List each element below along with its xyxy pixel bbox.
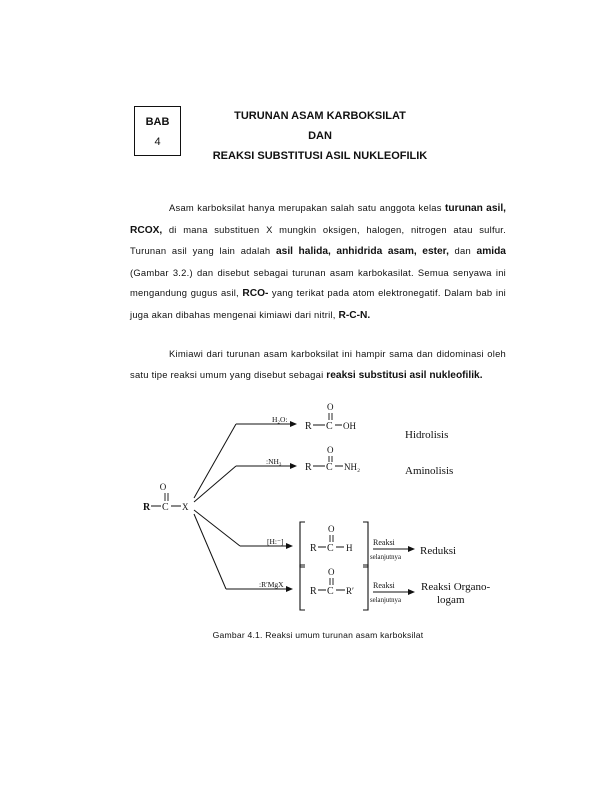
svg-text:C: C: [326, 462, 333, 473]
figure-caption: Gambar 4.1. Reaksi umum turunan asam karboksilat: [212, 630, 424, 640]
arrow-reduction: [194, 510, 240, 546]
svg-text:O: O: [328, 567, 335, 577]
term-amida: amida: [476, 246, 506, 257]
svg-text:O: O: [327, 402, 334, 412]
svg-text:R: R: [310, 543, 317, 554]
text-run: di mana substituen X mungkin oksigen, halogen, nitrogen atau sulfur. Turunan asil yang lain adalah: [130, 223, 506, 256]
svg-text:X: X: [182, 502, 189, 512]
arrow-organometal: [194, 514, 226, 589]
title-line-1: TURUNAN ASAM KARBOKSILAT: [234, 110, 406, 122]
label-reduksi: Reduksi: [420, 545, 457, 557]
label-organometal-1: Reaksi Organo-: [421, 581, 491, 593]
chapter-number: 4: [154, 136, 161, 148]
svg-text:C: C: [326, 421, 333, 432]
label-hidrolisis: Hidrolisis: [405, 429, 449, 441]
further-reaction-organometal: [370, 581, 414, 604]
text-run: dan: [448, 245, 477, 256]
reagent-grignard: :R′MgX: [259, 580, 284, 589]
svg-text:O: O: [159, 482, 167, 492]
svg-text:H: H: [346, 543, 353, 553]
svg-text:C: C: [162, 502, 169, 513]
further-reaction-reduction: [370, 538, 414, 561]
arrow-aminolysis: [194, 466, 236, 502]
title-line-2: DAN: [308, 130, 332, 142]
svg-text:O: O: [328, 524, 335, 534]
text-run: (Gambar 3.2.) dan disebut sebagai turunan asam karbokasilat. Semua senyawa ini mengandung gugus asil,: [130, 266, 506, 298]
product-amide: [305, 445, 360, 473]
label-aminolisis: Aminolisis: [405, 465, 454, 477]
term-nitrile: R-C-N.: [338, 309, 371, 321]
term-rco: RCO-: [242, 288, 269, 299]
text-run: Asam karboksilat hanya merupakan salah satu anggota kelas: [169, 202, 445, 213]
product-acid: [305, 402, 356, 432]
bracket-aldehyde: [300, 522, 368, 567]
svg-text:NH₂: NH₂: [344, 462, 361, 472]
svg-text:R: R: [310, 586, 317, 597]
term-derivatives: asil halida, anhidrida asam, ester,: [275, 246, 449, 257]
label-organometal-2: logam: [437, 594, 465, 606]
svg-text:selanjutnya: selanjutnya: [370, 597, 401, 604]
chapter-label: BAB: [145, 116, 170, 128]
svg-text:Reaksi: Reaksi: [373, 581, 395, 590]
svg-text:R: R: [305, 421, 312, 432]
svg-text:O: O: [327, 445, 334, 455]
term-rcox: turunan asil, RCOX,: [130, 203, 506, 236]
bracket-ketone: [300, 565, 368, 610]
svg-text:R′: R′: [346, 586, 354, 596]
reagent-hydride: [H:⁻]: [267, 537, 284, 546]
arrow-hydrolysis: [194, 424, 236, 498]
svg-text:C: C: [327, 543, 334, 554]
svg-text:R: R: [143, 502, 151, 513]
svg-text:R: R: [305, 462, 312, 473]
term-substitution: reaksi substitusi asil nukleofilik.: [326, 369, 483, 381]
svg-text:Reaksi: Reaksi: [373, 538, 395, 547]
reagent-ammonia: :NH₃: [266, 457, 282, 466]
svg-text:selanjutnya: selanjutnya: [370, 554, 401, 561]
reagent-water: H₂O:: [272, 415, 288, 424]
text-run: Kimiawi dari turunan asam karboksilat ini hampir sama dan didominasi oleh satu tipe reaksi umum yang disebut sebagai: [130, 348, 506, 380]
text-run: yang terikat pada atom elektronegatif. Dalam bab ini juga akan dibahas mengenai kimiawi dari nitril,: [130, 287, 506, 320]
reactant-acyl: [143, 482, 189, 513]
svg-text:OH: OH: [343, 421, 356, 431]
svg-text:C: C: [327, 586, 334, 597]
title-line-3: REAKSI SUBSTITUSI ASIL NUKLEOFILIK: [212, 150, 428, 162]
